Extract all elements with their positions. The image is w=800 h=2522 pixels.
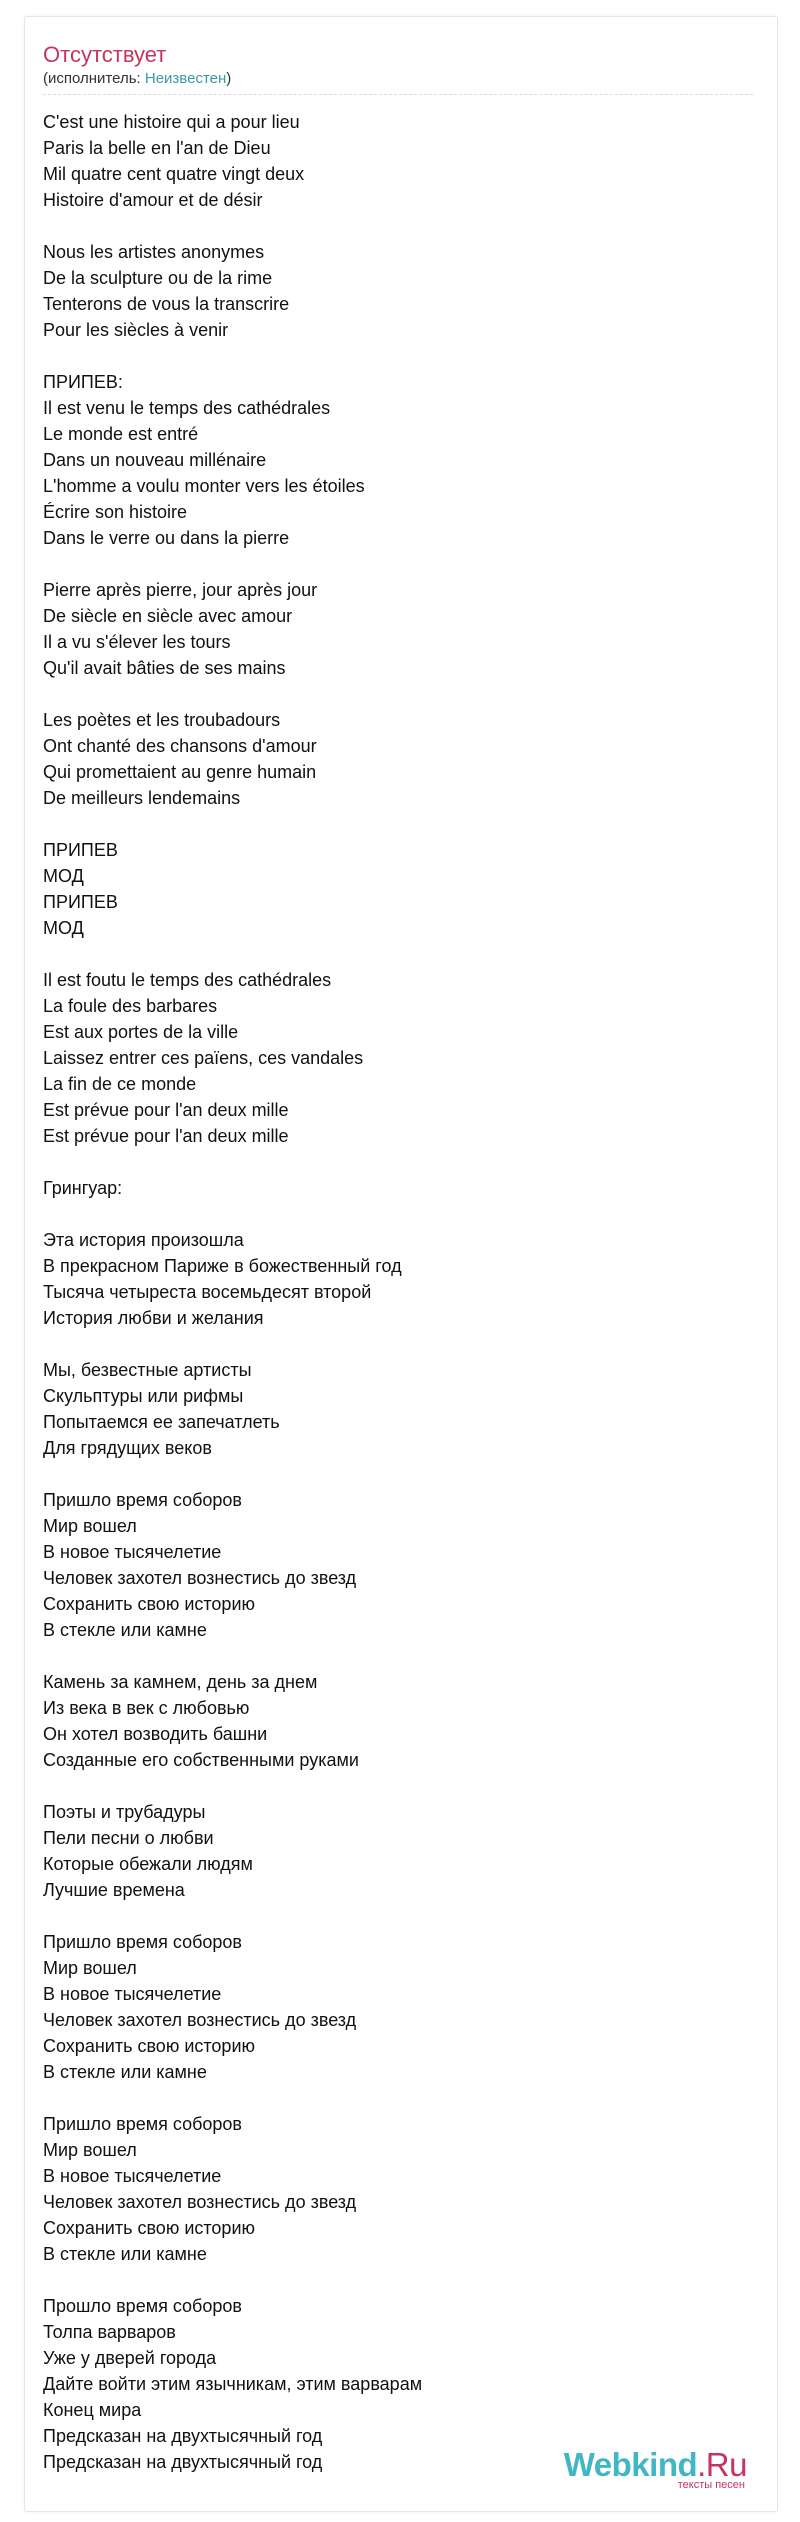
lyrics-line: ПРИПЕВ: [43, 372, 123, 392]
lyrics-line: L'homme a voulu monter vers les étoiles [43, 476, 365, 496]
lyrics-line: Толпа варваров [43, 2322, 176, 2342]
lyrics-line: Дайте войти этим язычникам, этим варварам [43, 2374, 423, 2394]
lyrics-line: Которые обежали людям [43, 1854, 253, 1874]
lyrics-stanza [43, 2111, 743, 2267]
lyrics-line: Nous les artistes anonymes [43, 242, 265, 262]
lyrics-line: Уже у дверей города [43, 2348, 217, 2368]
lyrics-line: Les poètes et les troubadours [43, 710, 281, 730]
lyrics-line: Мир вошел [43, 1516, 137, 1536]
lyrics-line: Человек захотел вознестись до звезд [43, 2192, 357, 2212]
lyrics-line: De siècle en siècle avec amour [43, 606, 293, 626]
lyrics-stanza [43, 1357, 743, 1461]
lyrics-line: Dans le verre ou dans la pierre [43, 528, 290, 548]
lyrics-line: La fin de ce monde [43, 1074, 197, 1094]
lyrics-line: Histoire d'amour et de désir [43, 190, 263, 210]
logo-tagline: тексты песен [677, 2479, 745, 2491]
lyrics-line: Из века в век с любовью [43, 1698, 250, 1718]
lyrics-line: La foule des barbares [43, 996, 218, 1016]
lyrics-line: Пришло время соборов [43, 2114, 242, 2134]
lyrics-line: De meilleurs lendemains [43, 788, 241, 808]
lyrics-line: В стекле или камне [43, 2244, 207, 2264]
lyrics-line: Est prévue pour l'an deux mille [43, 1126, 289, 1146]
lyrics-line: Человек захотел вознестись до звезд [43, 2010, 357, 2030]
lyrics-line: Прошло время соборов [43, 2296, 242, 2316]
lyrics-stanza [43, 1799, 743, 1903]
lyrics-line: Tenterons de vous la transcrire [43, 294, 290, 314]
lyrics-line: В стекле или камне [43, 1620, 207, 1640]
page-title: Отсутствует [43, 42, 167, 67]
lyrics-line: В новое тысячелетие [43, 1984, 222, 2004]
lyrics-stanza [43, 109, 743, 213]
lyrics-line: Est aux portes de la ville [43, 1022, 239, 1042]
lyrics-line: Грингуар: [43, 1178, 123, 1198]
logo-domain: .Ru [697, 2446, 747, 2483]
lyrics-line: Ont chanté des chansons d'amour [43, 736, 317, 756]
lyrics-line: Laissez entrer ces païens, ces vandales [43, 1048, 364, 1068]
lyrics-card [24, 16, 778, 2512]
lyrics-line: Он хотел возводить башни [43, 1724, 268, 1744]
lyrics-line: Конец мира [43, 2400, 142, 2420]
lyrics-line: МОД [43, 866, 84, 886]
lyrics-line: Попытаемся ее запечатлеть [43, 1412, 280, 1432]
lyrics-stanza [43, 239, 743, 343]
lyrics-stanza [43, 967, 743, 1149]
lyrics-line: Il est venu le temps des cathédrales [43, 398, 331, 418]
lyrics-line: Пели песни о любви [43, 1828, 214, 1848]
lyrics-line: Тысяча четыреста восемьдесят второй [43, 1282, 372, 1302]
lyrics-line: Pierre après pierre, jour après jour [43, 580, 318, 600]
lyrics-line: Предсказан на двухтысячный год [43, 2426, 323, 2446]
lyrics-stanza [43, 837, 743, 941]
lyrics-line: Предсказан на двухтысячный год [43, 2452, 323, 2472]
lyrics-line: В стекле или камне [43, 2062, 207, 2082]
lyrics-line: Пришло время соборов [43, 1490, 242, 1510]
lyrics-line: Мы, безвестные артисты [43, 1360, 252, 1380]
lyrics-line: Эта история произошла [43, 1230, 244, 1250]
lyrics-line: ПРИПЕВ [43, 892, 118, 912]
logo-wordmark [564, 2448, 747, 2482]
lyrics-stanza [43, 1175, 743, 1201]
lyrics-stanza [43, 1227, 743, 1331]
title-divider [43, 94, 753, 95]
lyrics-line: Мир вошел [43, 2140, 137, 2160]
lyrics-body [43, 109, 743, 2501]
lyrics-line: Il est foutu le temps des cathédrales [43, 970, 332, 990]
logo-name: Webkind [563, 2446, 698, 2483]
lyrics-line: МОД [43, 918, 84, 938]
lyrics-line: Поэты и трубадуры [43, 1802, 206, 1822]
lyrics-line: Сохранить свою историю [43, 1594, 255, 1614]
lyrics-stanza [43, 369, 743, 551]
lyrics-line: De la sculpture ou de la rime [43, 268, 273, 288]
lyrics-line: Mil quatre cent quatre vingt deux [43, 164, 305, 184]
lyrics-line: В прекрасном Париже в божественный год [43, 1256, 402, 1276]
lyrics-line: C'est une histoire qui a pour lieu [43, 112, 300, 132]
lyrics-line: Écrire son histoire [43, 502, 188, 522]
lyrics-line: Пришло время соборов [43, 1932, 242, 1952]
lyrics-stanza [43, 707, 743, 811]
lyrics-line: Сохранить свою историю [43, 2036, 255, 2056]
lyrics-line: Для грядущих веков [43, 1438, 212, 1458]
lyrics-line: Est prévue pour l'an deux mille [43, 1100, 289, 1120]
lyrics-stanza [43, 1669, 743, 1773]
artist-line [43, 70, 231, 88]
lyrics-line: В новое тысячелетие [43, 1542, 222, 1562]
lyrics-line: Сохранить свою историю [43, 2218, 255, 2238]
lyrics-line: Qui promettaient au genre humain [43, 762, 317, 782]
lyrics-line: Скульптуры или рифмы [43, 1386, 244, 1406]
lyrics-line: Dans un nouveau millénaire [43, 450, 267, 470]
lyrics-line: ПРИПЕВ [43, 840, 118, 860]
lyrics-stanza [43, 1487, 743, 1643]
lyrics-line: Лучшие времена [43, 1880, 185, 1900]
lyrics-line: Созданные его собственными руками [43, 1750, 359, 1770]
artist-prefix: (исполнитель: [43, 70, 145, 87]
artist-suffix: ) [226, 70, 232, 87]
lyrics-line: Человек захотел вознестись до звезд [43, 1568, 357, 1588]
lyrics-stanza [43, 1929, 743, 2085]
artist-link[interactable]: Неизвестен [144, 70, 227, 87]
lyrics-line: Камень за камнем, день за днем [43, 1672, 318, 1692]
lyrics-line: Мир вошел [43, 1958, 137, 1978]
lyrics-line: В новое тысячелетие [43, 2166, 222, 2186]
lyrics-line: История любви и желания [43, 1308, 264, 1328]
lyrics-line: Paris la belle en l'an de Dieu [43, 138, 271, 158]
lyrics-line: Le monde est entré [43, 424, 199, 444]
lyrics-line: Qu'il avait bâties de ses mains [43, 658, 286, 678]
lyrics-stanza [43, 577, 743, 681]
lyrics-line: Il a vu s'élever les tours [43, 632, 231, 652]
site-logo[interactable] [564, 2448, 747, 2491]
lyrics-line: Pour les siècles à venir [43, 320, 229, 340]
